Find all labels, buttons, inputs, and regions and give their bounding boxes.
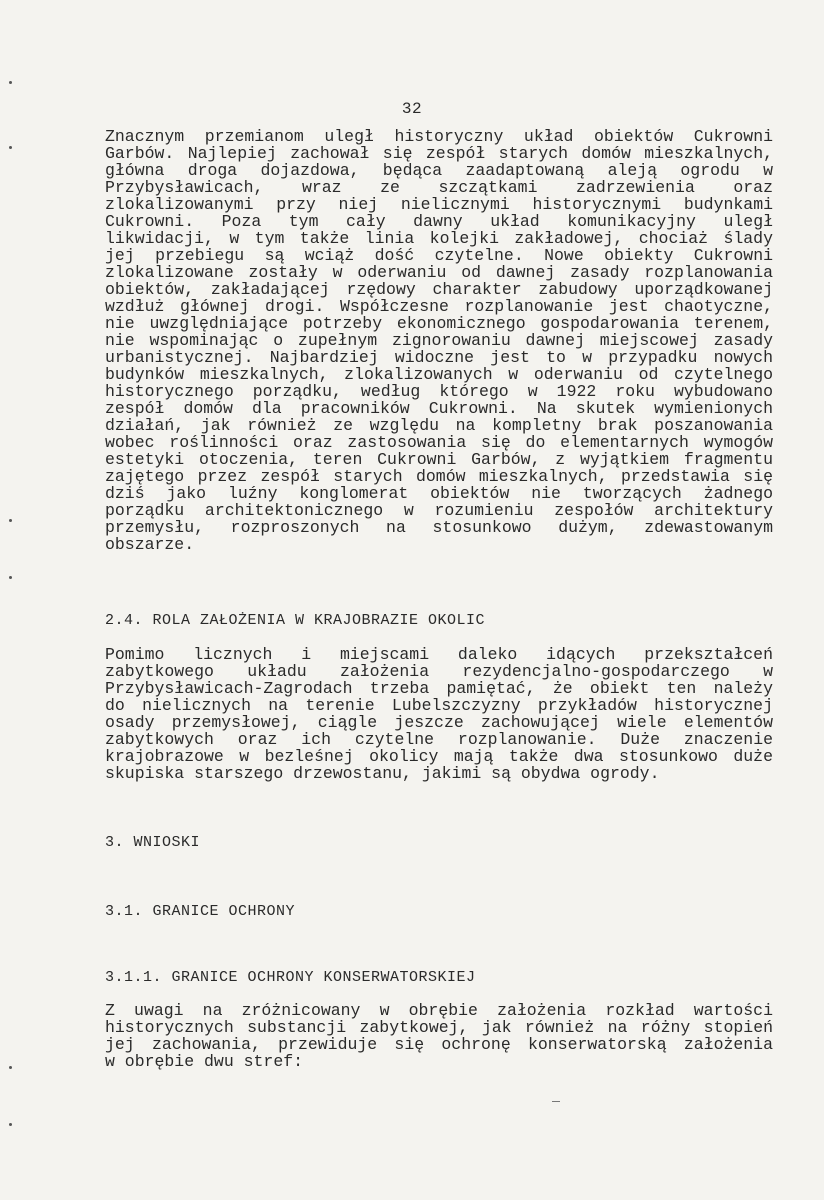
text-line: zlokalizowane zostały w oderwaniu od dawnej zasady rozplanowania — [105, 264, 773, 281]
text-line: Garbów. Najlepiej zachował się zespół starych domów mieszkalnych, — [105, 145, 773, 162]
paragraph-granice — [105, 1002, 773, 1070]
text-line: wobec roślinności oraz zastosowania się do elementarnych wymogów — [105, 434, 773, 451]
text-line: Cukrowni. Poza tym cały dawny układ komunikacyjny uległ — [105, 213, 773, 230]
text-line: budynków mieszkalnych, zlokalizowanych w oderwaniu od czytelnego — [105, 366, 773, 383]
text-line: obszarze. — [105, 536, 195, 553]
text-line: wzdłuż głównej drogi. Współczesne rozplanowanie jest chaotyczne, — [105, 298, 773, 315]
text-line: Przybysławicach, wraz ze szczątkami zadrzewienia oraz — [105, 179, 773, 196]
text-line: obiektów, zakładającej rzędowy charakter zabudowy uporządkowanej — [105, 281, 773, 298]
text-line: jej zachowania, przewiduje się ochronę konserwatorską założenia — [105, 1036, 773, 1053]
text-line: likwidacji, w tym także linia kolejki zakładowej, chociaż ślady — [105, 230, 773, 247]
text-line: w obrębie dwu stref: — [105, 1053, 304, 1070]
scan-speck — [9, 81, 12, 84]
text-line: do nielicznych na terenie Lubelszczyzny przykładów historycznej — [105, 697, 773, 714]
paragraph-krajobraz — [105, 646, 773, 782]
text-line: estetyki otoczenia, teren Cukrowni Garbów, z wyjątkiem fragmentu — [105, 451, 773, 468]
text-line: Pomimo licznych i miejscami daleko idących przekształceń — [105, 646, 773, 663]
section-heading-3: 3. WNIOSKI — [105, 834, 201, 851]
paragraph-cukrownia — [105, 128, 773, 553]
section-heading-3-1-1: 3.1.1. GRANICE OCHRONY KONSERWATORSKIEJ — [105, 969, 476, 986]
text-line: zabytkowych oraz ich czytelne rozplanowanie. Duże znaczenie — [105, 731, 773, 748]
text-line: nie uwzględniające potrzeby ekonomicznego gospodarowania terenem, — [105, 315, 773, 332]
section-heading-3-1: 3.1. GRANICE OCHRONY — [105, 903, 296, 920]
text-line: zespół domów dla pracowników Cukrowni. Na skutek wymienionych — [105, 400, 773, 417]
scan-speck — [9, 576, 12, 579]
text-line: zajętego przez zespół starych domów mieszkalnych, przedstawia się — [105, 468, 773, 485]
text-line: osady przemysłowej, ciągle jeszcze zachowującej wiele elementów — [105, 714, 773, 731]
text-line: urbanistycznej. Najbardziej widoczne jest to w przypadku nowych — [105, 349, 773, 366]
text-line: główna droga dojazdowa, będąca zaadaptowaną aleją ogrodu w — [105, 162, 773, 179]
text-line: Przybysławicach-Zagrodach trzeba pamiętać, że obiekt ten należy — [105, 680, 773, 697]
text-line: dziś jako luźny konglomerat obiektów nie tworzących żadnego — [105, 485, 773, 502]
text-line: działań, jak również ze względu na kompletny brak poszanowania — [105, 417, 773, 434]
text-line: Znacznym przemianom uległ historyczny układ obiektów Cukrowni — [105, 128, 773, 145]
text-line: zabytkowego układu założenia rezydencjalno-gospodarczego w — [105, 663, 773, 680]
scan-speck — [9, 519, 12, 522]
text-line: krajobrazowe w bezleśnej okolicy mają także dwa stosunkowo duże — [105, 748, 773, 765]
text-line: zlokalizowanymi przy niej nielicznymi historycznymi budynkami — [105, 196, 773, 213]
page-number: 32 — [401, 100, 423, 118]
text-line: historycznego porządku, według którego w 1922 roku wybudowano — [105, 383, 773, 400]
section-heading-2-4: 2.4. ROLA ZAŁOŻENIA W KRAJOBRAZIE OKOLIC — [105, 612, 486, 629]
text-line: przemysłu, rozproszonych na stosunkowo dużym, zdewastowanym — [105, 519, 773, 536]
scan-speck — [9, 1123, 12, 1126]
text-line: nie wspominając o zupełnym zignorowaniu dawnej miejscowej zasady — [105, 332, 773, 349]
text-line: Z uwagi na zróżnicowany w obrębie założenia rozkład wartości — [105, 1002, 773, 1019]
text-line: historycznych substancji zabytkowej, jak również na różny stopień — [105, 1019, 773, 1036]
scan-mark — [552, 1101, 560, 1102]
text-line: jej przebiegu są wciąż dość czytelne. Nowe obiekty Cukrowni — [105, 247, 773, 264]
text-line: skupiska starszego drzewostanu, jakimi są obydwa ogrody. — [105, 765, 660, 782]
scan-speck — [9, 146, 12, 149]
text-line: porządku architektonicznego w rozumieniu zespołów architektury — [105, 502, 773, 519]
scan-speck — [9, 1066, 12, 1069]
